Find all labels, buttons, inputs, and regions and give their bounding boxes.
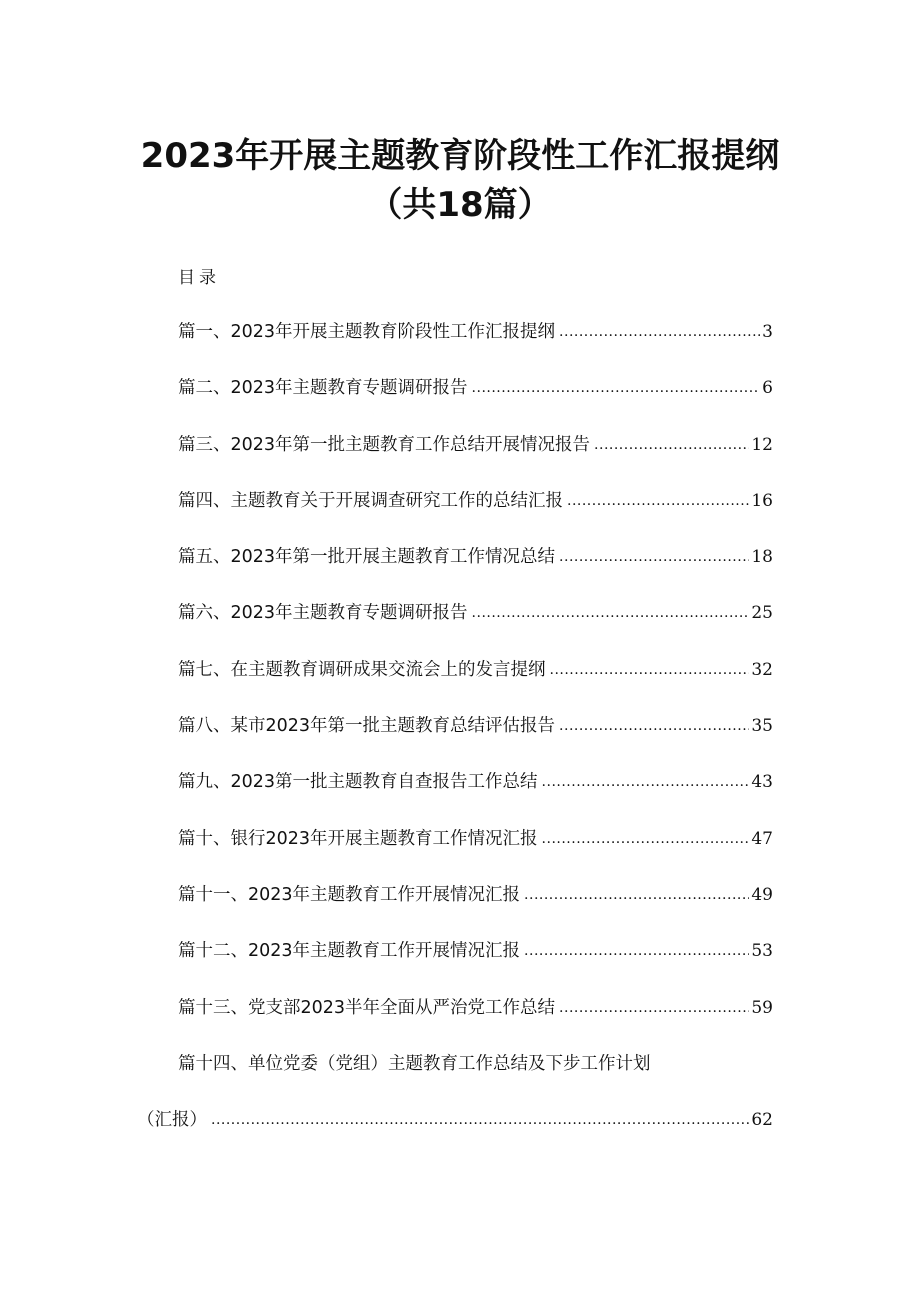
toc-entry-page: 47 — [751, 828, 773, 849]
toc-entry-label: 篇三、2023年第一批主题教育工作总结开展情况报告 — [178, 434, 591, 455]
document-title: 2023年开展主题教育阶段性工作汇报提纲 — [140, 136, 780, 176]
toc-entry-label: 篇十三、党支部2023半年全面从严治党工作总结 — [178, 997, 556, 1018]
toc-leader-dots — [472, 599, 750, 627]
toc-entry[interactable] — [0, 543, 920, 599]
document-subtitle: （共18篇） — [368, 185, 552, 225]
toc-entry[interactable] — [0, 487, 920, 543]
toc-entry-label-continued: （汇报） — [137, 1109, 207, 1130]
toc-entry-label: 篇十二、2023年主题教育工作开展情况汇报 — [178, 941, 521, 962]
toc-leader-dots — [559, 318, 760, 346]
toc-leader-dots — [567, 487, 749, 515]
toc-entry-label: 篇九、2023第一批主题教育自查报告工作总结 — [178, 772, 538, 793]
toc-entry-page: 35 — [751, 716, 773, 737]
toc-entry[interactable] — [0, 994, 920, 1050]
toc-entry-page: 62 — [751, 1109, 773, 1130]
toc-entry-page: 18 — [751, 547, 773, 568]
toc-entry-page: 53 — [751, 941, 773, 962]
toc-entry-label: 篇八、某市2023年第一批主题教育总结评估报告 — [178, 716, 556, 737]
toc-entry[interactable] — [0, 374, 920, 430]
toc-entry-label: 篇五、2023年第一批开展主题教育工作情况总结 — [178, 547, 556, 568]
toc-entry[interactable] — [0, 825, 920, 881]
table-of-contents — [0, 318, 920, 1162]
toc-leader-dots — [542, 768, 750, 796]
toc-entry-page: 32 — [751, 659, 773, 680]
toc-entry-label: 篇十、银行2023年开展主题教育工作情况汇报 — [178, 828, 538, 849]
toc-leader-dots — [211, 1106, 749, 1134]
toc-entry[interactable] — [0, 937, 920, 993]
toc-entry-label: 篇一、2023年开展主题教育阶段性工作汇报提纲 — [178, 322, 556, 342]
toc-leader-dots — [524, 881, 749, 909]
toc-heading: 目录 — [178, 268, 220, 288]
toc-entry-page: 43 — [751, 772, 773, 793]
toc-entry[interactable] — [0, 768, 920, 824]
toc-entry-page: 6 — [762, 378, 773, 399]
toc-leader-dots — [550, 656, 750, 684]
toc-entry-page: 3 — [762, 322, 773, 342]
toc-leader-dots — [472, 374, 761, 402]
toc-entry[interactable] — [0, 881, 920, 937]
toc-leader-dots — [542, 825, 750, 853]
toc-entry-page: 59 — [751, 997, 773, 1018]
toc-entry[interactable] — [0, 599, 920, 655]
toc-entry[interactable] — [0, 318, 920, 374]
toc-entry[interactable] — [0, 431, 920, 487]
toc-entry-page: 25 — [751, 603, 773, 624]
toc-entry-page: 12 — [751, 434, 773, 455]
toc-entry-label: 篇十一、2023年主题教育工作开展情况汇报 — [178, 884, 521, 905]
toc-entry-continuation — [137, 1106, 773, 1134]
toc-leader-dots — [524, 937, 749, 965]
toc-entry-label: 篇七、在主题教育调研成果交流会上的发言提纲 — [178, 659, 546, 680]
toc-leader-dots — [594, 431, 749, 459]
toc-leader-dots — [559, 543, 749, 571]
toc-entry-label: 篇六、2023年主题教育专题调研报告 — [178, 603, 468, 624]
toc-entry-label: 篇二、2023年主题教育专题调研报告 — [178, 378, 468, 399]
toc-entry-page: 16 — [751, 490, 773, 511]
toc-entry[interactable] — [0, 712, 920, 768]
toc-entry[interactable] — [0, 656, 920, 712]
toc-entry-label: 篇四、主题教育关于开展调查研究工作的总结汇报 — [178, 490, 563, 511]
toc-leader-dots — [559, 994, 749, 1022]
toc-leader-dots — [559, 712, 749, 740]
toc-entry-page: 49 — [751, 884, 773, 905]
toc-entry-label: 篇十四、单位党委（党组）主题教育工作总结及下步工作计划 — [178, 1053, 651, 1074]
toc-entry[interactable] — [0, 1050, 920, 1162]
